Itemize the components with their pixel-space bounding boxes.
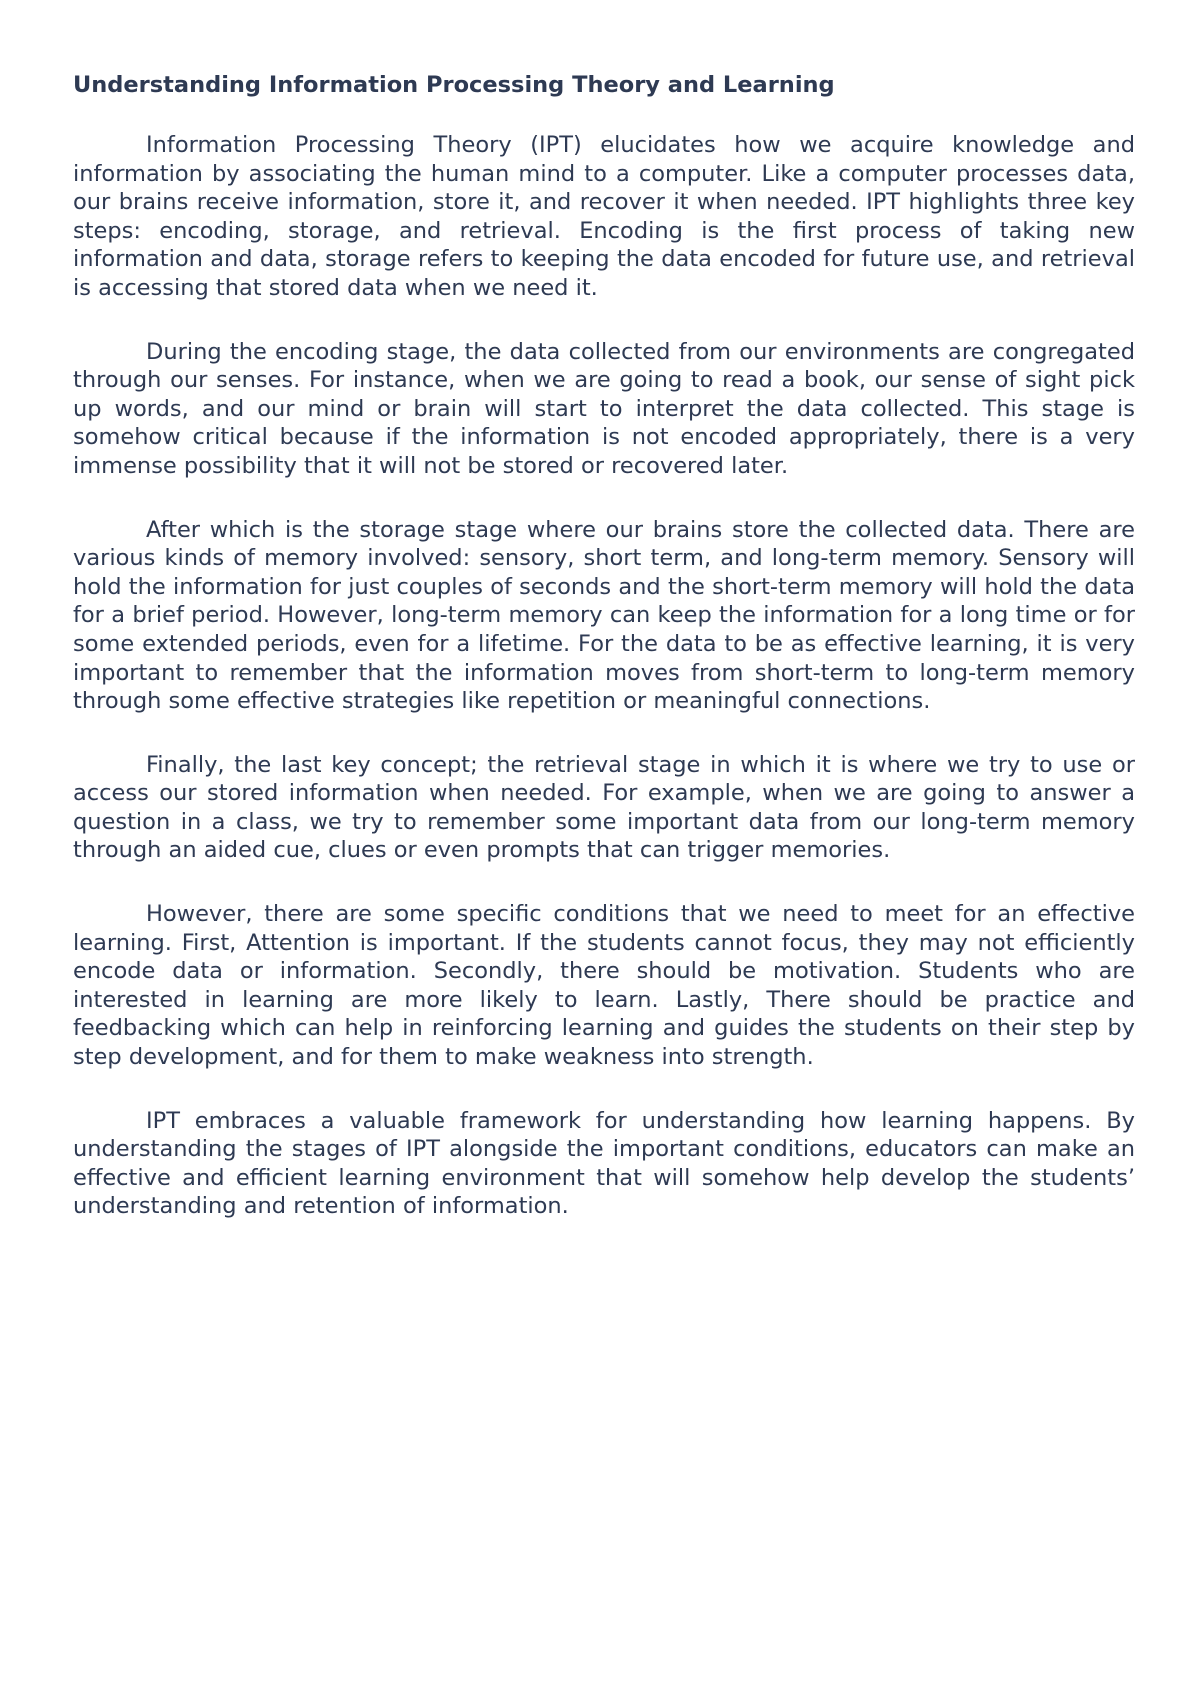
document-body bbox=[73, 70, 1135, 1256]
paragraph-storage-stage: After which is the storage stage where our brains store the collected data. There are various kinds of memory involved: sensory, short term, and long-term memory. Sensory will hold the information for just couples of seconds and the short-term memory will hold the data for a brief period. However, long-term memory can keep the information for a long time or for some extended periods, even for a lifetime. For the data to be as effective learning, it is very important to remember that the information moves from short-term to long-term memory through some effective strategies like repetition or meaningful connections. bbox=[73, 516, 1135, 715]
paragraph-retrieval-stage: Finally, the last key concept; the retrieval stage in which it is where we try to use or access our stored information when needed. For example, when we are going to answer a question in a class, we try to remember some important data from our long-term memory through an aided cue, clues or even prompts that can trigger memories. bbox=[73, 751, 1135, 864]
paragraph-learning-conditions: However, there are some specific conditions that we need to meet for an effective learning. First, Attention is important. If the students cannot focus, they may not efficiently encode data or information. Secondly, there should be motivation. Students who are interested in learning are more likely to learn. Lastly, There should be practice and feedbacking which can help in reinforcing learning and guides the students on their step by step development, and for them to make weakness into strength. bbox=[73, 901, 1135, 1071]
paragraph-ipt-overview: Information Processing Theory (IPT) elucidates how we acquire knowledge and information by associating the human mind to a computer. Like a computer processes data, our brains receive information, store it, and recover it when needed. IPT highlights three key steps: encoding, storage, and retrieval. Encoding is the first process of taking new information and data, storage refers to keeping the data encoded for future use, and retrieval is accessing that stored data when we need it. bbox=[73, 132, 1135, 301]
paragraph-conclusion: IPT embraces a valuable framework for understanding how learning happens. By understanding the stages of IPT alongside the important conditions, educators can make an effective and efficient learning environment that will somehow help develop the students’ understanding and retention of information. bbox=[73, 1107, 1135, 1220]
document-title: Understanding Information Processing Theory and Learning bbox=[73, 72, 835, 98]
paragraph-encoding-stage: During the encoding stage, the data collected from our environments are congregated through our senses. For instance, when we are going to read a book, our sense of sight pick up words, and our mind or brain will start to interpret the data collected. This stage is somehow critical because if the information is not encoded appropriately, there is a very immense possibility that it will not be stored or recovered later. bbox=[73, 338, 1135, 479]
